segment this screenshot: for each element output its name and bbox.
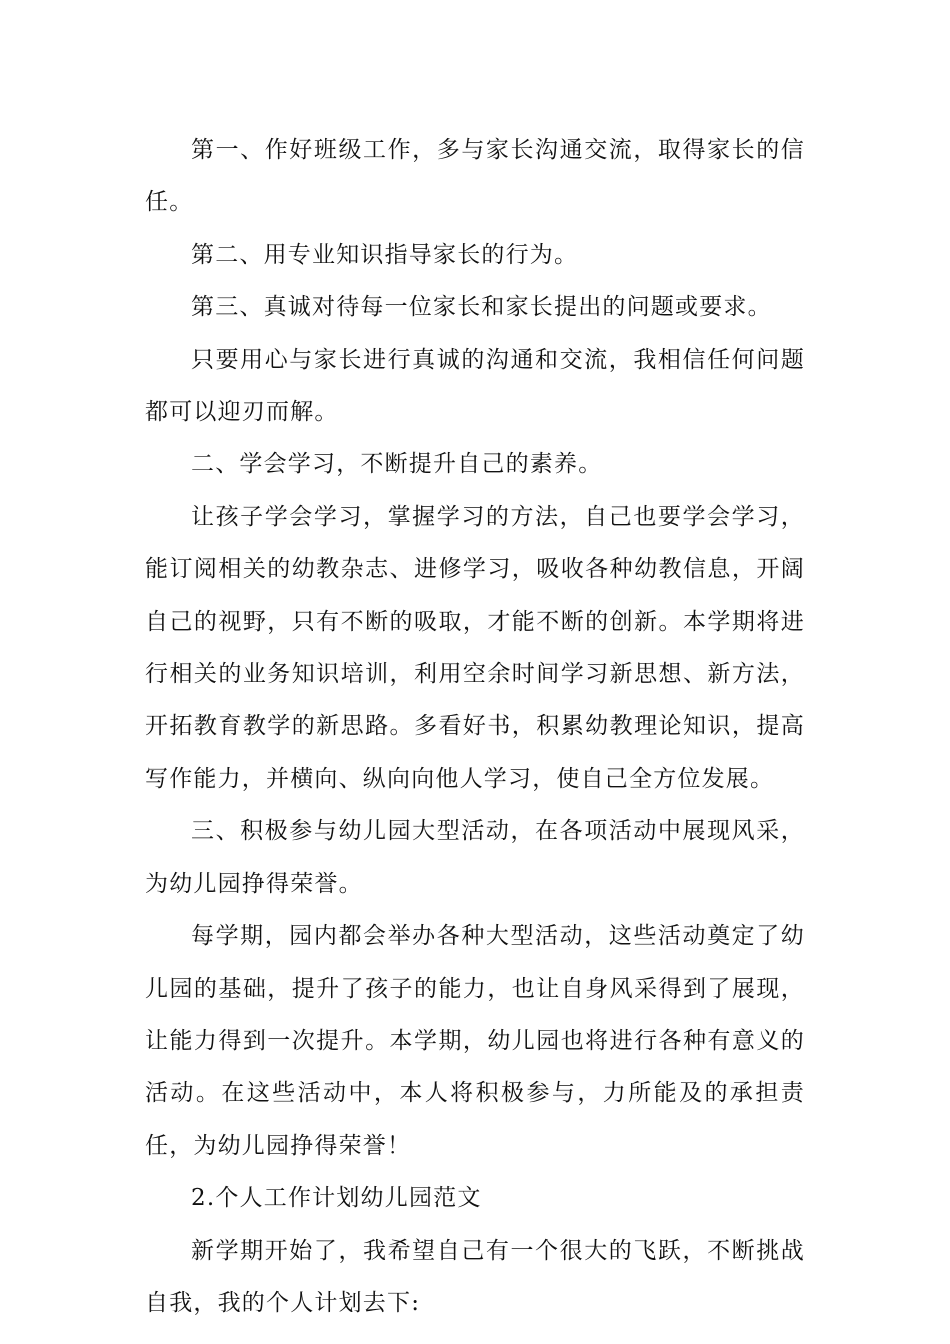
paragraph-5: 让孩子学会学习，掌握学习的方法，自己也要学会学习，能订阅相关的幼教杂志、进修学习，吸收各种幼教信息，开阔自己的视野，只有不断的吸取，才能不断的创新。本学期将进行相关的业务知识培训，利用空余时间学习新思想、新方法，开拓教育教学的新思路。多看好书，积累幼教理论知识，提高写作能力，并横向、纵向向他人学习，使自己全方位发展。 — [145, 503, 805, 792]
section-heading-3: 三、积极参与幼儿园大型活动，在各项活动中展现风采，为幼儿园挣得荣誉。 — [145, 818, 805, 897]
paragraph-6: 每学期，园内都会举办各种大型活动，这些活动奠定了幼儿园的基础，提升了孩子的能力，也让自身风采得到了展现，让能力得到一次提升。本学期，幼儿园也将进行各种有意义的活动。在这些活动中，本人将积极参与，力所能及的承担责任，为幼儿园挣得荣誉！ — [145, 923, 805, 1159]
section-heading-2: 二、学会学习，不断提升自己的素养。 — [191, 451, 603, 478]
paragraph-7: 新学期开始了，我希望自己有一个很大的飞跃，不断挑战自我，我的个人计划去下: — [145, 1237, 805, 1316]
paragraph-3: 第三、真诚对待每一位家长和家长提出的问题或要求。 — [191, 294, 772, 321]
document-body — [145, 124, 805, 1329]
article-title-2: 2.个人工作计划幼儿园范文 — [191, 1185, 482, 1212]
paragraph-1: 第一、作好班级工作，多与家长沟通交流，取得家长的信任。 — [145, 137, 805, 216]
paragraph-4: 只要用心与家长进行真诚的沟通和交流，我相信任何问题都可以迎刃而解。 — [145, 346, 805, 426]
paragraph-2: 第二、用专业知识指导家长的行为。 — [191, 241, 579, 268]
